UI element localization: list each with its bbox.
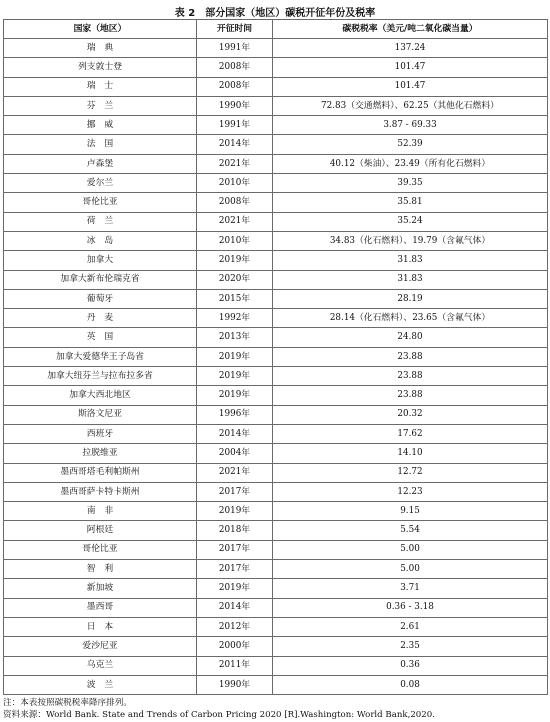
table-row	[4, 154, 548, 173]
cell-country: 冰 岛	[4, 231, 197, 250]
cell-start-year: 2011年	[197, 656, 273, 675]
table-row	[4, 540, 548, 559]
cell-tax-rate: 28.14（化石燃料）、23.65（含氟气体）	[273, 309, 548, 328]
cell-start-year: 1990年	[197, 96, 273, 115]
table-row	[4, 231, 548, 250]
table-row	[4, 116, 548, 135]
cell-tax-rate: 137.24	[273, 39, 548, 58]
cell-start-year: 2014年	[197, 424, 273, 443]
cell-tax-rate: 23.88	[273, 367, 548, 386]
cell-country: 荷 兰	[4, 212, 197, 231]
table-row	[4, 289, 548, 308]
cell-country: 加拿大西北地区	[4, 386, 197, 405]
cell-country: 墨西哥萨卡特卡斯州	[4, 482, 197, 501]
cell-start-year: 2017年	[197, 482, 273, 501]
header-start-year: 开征时间	[197, 20, 273, 39]
cell-country: 哥伦比亚	[4, 193, 197, 212]
cell-start-year: 1991年	[197, 39, 273, 58]
cell-tax-rate: 0.36 - 3.18	[273, 598, 548, 617]
cell-country: 芬 兰	[4, 96, 197, 115]
cell-tax-rate: 101.47	[273, 58, 548, 77]
table-row	[4, 193, 548, 212]
cell-tax-rate: 34.83（化石燃料）、19.79（含氟气体）	[273, 231, 548, 250]
header-country: 国家（地区）	[4, 20, 197, 39]
table-row	[4, 463, 548, 482]
cell-start-year: 2014年	[197, 598, 273, 617]
cell-country: 哥伦比亚	[4, 540, 197, 559]
cell-tax-rate: 24.80	[273, 328, 548, 347]
cell-country: 葡萄牙	[4, 289, 197, 308]
header-tax-rate: 碳税税率（美元/吨二氧化碳当量）	[273, 20, 548, 39]
cell-start-year: 2008年	[197, 58, 273, 77]
cell-tax-rate: 0.36	[273, 656, 548, 675]
table-row	[4, 424, 548, 443]
cell-tax-rate: 31.83	[273, 251, 548, 270]
table-row	[4, 405, 548, 424]
cell-tax-rate: 72.83（交通燃料）、62.25（其他化石燃料）	[273, 96, 548, 115]
cell-country: 列支敦士登	[4, 58, 197, 77]
cell-tax-rate: 39.35	[273, 174, 548, 193]
table-row	[4, 347, 548, 366]
cell-country: 瑞 典	[4, 39, 197, 58]
cell-start-year: 2021年	[197, 212, 273, 231]
cell-start-year: 2008年	[197, 193, 273, 212]
table-row	[4, 579, 548, 598]
cell-start-year: 1992年	[197, 309, 273, 328]
table-body	[4, 39, 548, 695]
cell-tax-rate: 23.88	[273, 386, 548, 405]
cell-tax-rate: 12.23	[273, 482, 548, 501]
cell-country: 智 利	[4, 560, 197, 579]
table-row	[4, 39, 548, 58]
cell-start-year: 2010年	[197, 174, 273, 193]
cell-country: 西班牙	[4, 424, 197, 443]
table-row	[4, 328, 548, 347]
cell-start-year: 2019年	[197, 386, 273, 405]
table-row	[4, 444, 548, 463]
cell-tax-rate: 9.15	[273, 502, 548, 521]
cell-start-year: 2000年	[197, 637, 273, 656]
cell-tax-rate: 17.62	[273, 424, 548, 443]
cell-country: 加拿大爱德华王子岛省	[4, 347, 197, 366]
cell-start-year: 2014年	[197, 135, 273, 154]
table-caption: 表 2 部分国家（地区）碳税开征年份及税率	[174, 8, 376, 19]
table-row	[4, 675, 548, 694]
cell-country: 阿根廷	[4, 521, 197, 540]
cell-start-year: 2017年	[197, 540, 273, 559]
cell-start-year: 2019年	[197, 579, 273, 598]
cell-country: 英 国	[4, 328, 197, 347]
cell-country: 瑞 士	[4, 77, 197, 96]
table-row	[4, 96, 548, 115]
cell-tax-rate: 5.00	[273, 540, 548, 559]
cell-tax-rate: 5.54	[273, 521, 548, 540]
cell-start-year: 2019年	[197, 251, 273, 270]
cell-country: 墨西哥塔毛利帕斯州	[4, 463, 197, 482]
cell-country: 日 本	[4, 617, 197, 636]
table-row	[4, 212, 548, 231]
cell-start-year: 2021年	[197, 463, 273, 482]
table-row	[4, 77, 548, 96]
table-row	[4, 309, 548, 328]
cell-tax-rate: 101.47	[273, 77, 548, 96]
carbon-tax-table	[3, 19, 548, 695]
table-row	[4, 502, 548, 521]
table-row	[4, 135, 548, 154]
cell-country: 加拿大	[4, 251, 197, 270]
cell-tax-rate: 3.71	[273, 579, 548, 598]
cell-tax-rate: 40.12（柴油）、23.49（所有化石燃料）	[273, 154, 548, 173]
table-row	[4, 251, 548, 270]
cell-start-year: 2019年	[197, 347, 273, 366]
cell-tax-rate: 35.81	[273, 193, 548, 212]
cell-country: 拉脱维亚	[4, 444, 197, 463]
cell-country: 挪 威	[4, 116, 197, 135]
table-row	[4, 174, 548, 193]
table-row	[4, 270, 548, 289]
cell-start-year: 2013年	[197, 328, 273, 347]
cell-country: 加拿大新布伦瑞克省	[4, 270, 197, 289]
cell-start-year: 2018年	[197, 521, 273, 540]
cell-country: 丹 麦	[4, 309, 197, 328]
table-row	[4, 58, 548, 77]
cell-tax-rate: 12.72	[273, 463, 548, 482]
table-row	[4, 598, 548, 617]
cell-tax-rate: 31.83	[273, 270, 548, 289]
cell-country: 墨西哥	[4, 598, 197, 617]
table-row	[4, 637, 548, 656]
cell-start-year: 2019年	[197, 502, 273, 521]
table-note: 注：本表按照碳税税率降序排列。	[3, 698, 132, 708]
cell-tax-rate: 0.08	[273, 675, 548, 694]
table-row	[4, 560, 548, 579]
cell-tax-rate: 3.87 - 69.33	[273, 116, 548, 135]
cell-tax-rate: 14.10	[273, 444, 548, 463]
cell-country: 南 非	[4, 502, 197, 521]
cell-tax-rate: 20.32	[273, 405, 548, 424]
cell-start-year: 2020年	[197, 270, 273, 289]
cell-start-year: 2012年	[197, 617, 273, 636]
cell-start-year: 1991年	[197, 116, 273, 135]
cell-country: 爱尔兰	[4, 174, 197, 193]
cell-tax-rate: 2.61	[273, 617, 548, 636]
cell-start-year: 2008年	[197, 77, 273, 96]
cell-tax-rate: 23.88	[273, 347, 548, 366]
cell-tax-rate: 35.24	[273, 212, 548, 231]
table-row	[4, 617, 548, 636]
cell-country: 爱沙尼亚	[4, 637, 197, 656]
cell-start-year: 2021年	[197, 154, 273, 173]
cell-country: 乌克兰	[4, 656, 197, 675]
table-source: 资料来源：World Bank. State and Trends of Carbon Pricing 2020 [R].Washington: World Bank,2020.	[3, 710, 435, 720]
table-row	[4, 521, 548, 540]
cell-country: 波 兰	[4, 675, 197, 694]
cell-start-year: 2017年	[197, 560, 273, 579]
cell-country: 法 国	[4, 135, 197, 154]
cell-start-year: 2010年	[197, 231, 273, 250]
cell-country: 斯洛文尼亚	[4, 405, 197, 424]
cell-country: 新加坡	[4, 579, 197, 598]
cell-start-year: 1990年	[197, 675, 273, 694]
cell-start-year: 2019年	[197, 367, 273, 386]
cell-start-year: 2015年	[197, 289, 273, 308]
cell-start-year: 1996年	[197, 405, 273, 424]
cell-tax-rate: 2.35	[273, 637, 548, 656]
table-row	[4, 656, 548, 675]
table-row	[4, 386, 548, 405]
table-row	[4, 367, 548, 386]
cell-country: 加拿大纽芬兰与拉布拉多省	[4, 367, 197, 386]
cell-tax-rate: 28.19	[273, 289, 548, 308]
table-row	[4, 482, 548, 501]
cell-tax-rate: 52.39	[273, 135, 548, 154]
table-header-row	[4, 20, 548, 39]
cell-country: 卢森堡	[4, 154, 197, 173]
cell-start-year: 2004年	[197, 444, 273, 463]
cell-tax-rate: 5.00	[273, 560, 548, 579]
